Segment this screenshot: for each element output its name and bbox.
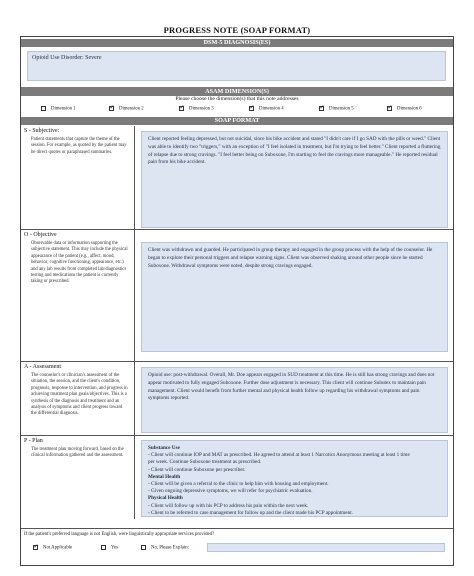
objective-heading: O - Objective (24, 232, 57, 238)
explain-field[interactable] (207, 543, 445, 552)
page-title: PROGRESS NOTE (SOAP FORMAT) (163, 25, 311, 35)
assessment-heading: A - Assessment (24, 364, 62, 370)
asam-header: ASAM DIMENSION(S) (21, 87, 453, 96)
dimension-6-option[interactable]: ✓ Dimension 6 (387, 106, 422, 112)
dsm-diagnosis-value: Opioid Use Disorder: Severe (32, 55, 102, 61)
plan-description: The treatment plan moving forward, based on the clinical information gathered and the assessment. (31, 447, 124, 459)
plan-line: - Client will be given a referral to the clinic to help him with housing and employment. (148, 481, 329, 488)
objective-row (21, 230, 453, 361)
subjective-note-text: Client reported feeling depressed, but not suicidal, since his bike accident and stated "I didn't care if I go SAD with the pills or weed." Client was able to identify two "triggers," with an exception of "I feel isolated in treatment, but I'm trying to feel better." Client reported a fluttering of relapse due to strong cravings. "I feel better being on Suboxone, I'm starting to feel the cravings more manageable." He reported residual pain from his bike accident. (148, 136, 441, 166)
plan-row (21, 436, 453, 519)
objective-label-cell (21, 230, 135, 361)
plan-line: Substance Use (148, 445, 180, 451)
dimension-2-option[interactable]: ✓ Dimension 2 (109, 106, 144, 112)
not-applicable-option[interactable]: ✓Not Applicable (33, 545, 72, 551)
plan-line: - Client will follow up with his PCP to address his pain within the next week. (148, 502, 309, 509)
plan-line: - Client to be referred to case management for follow up and the client made his PCP appointment. (148, 509, 353, 516)
plan-heading: P - Plan (24, 438, 43, 444)
plan-line: Physical Health (148, 495, 183, 502)
dsm-header: DSM-5 DIAGNOSIS(ES) (21, 39, 453, 47)
language-question: If the patient's preferred language is not English, were linguistically appropriate services provided? (24, 532, 215, 537)
dimension-4-checkbox[interactable] (249, 106, 254, 111)
subjective-heading: S - Subjective: (24, 128, 60, 134)
no-explain-checkbox[interactable] (141, 545, 146, 550)
plan-line: - Client will continue IOP and MAT as prescribed. He agreed to attend at least 1 Narcotics Anonymous meeting at least 1 time (148, 452, 410, 459)
assessment-note-field[interactable] (141, 367, 448, 433)
plan-note-field[interactable] (141, 440, 448, 517)
dimension-2-checkbox[interactable] (109, 106, 114, 111)
objective-description: Observable data or information supporting the subjective statement. This may include the physical appearance of the patient (e.g., affect, mood, behavior, cognitive functioning, appearance, etc.) and any lab results from completed lab/diagnostics testing and medications the patient is currently taking or prescribed. (31, 241, 128, 285)
objective-note-field[interactable] (141, 242, 448, 352)
soap-header: SOAP FORMAT (21, 117, 453, 125)
not-applicable-checkbox[interactable] (33, 545, 38, 550)
subjective-note-field[interactable] (141, 131, 448, 228)
dimension-3-option[interactable]: ✓ Dimension 3 (179, 106, 214, 112)
no-explain-option[interactable]: No, Please Explain: (141, 545, 189, 551)
dimension-4-option[interactable]: ✓ Dimension 4 (249, 106, 284, 112)
dimension-5-option[interactable]: ✓ Dimension 5 (319, 106, 354, 112)
dsm-diagnosis-field[interactable] (27, 51, 446, 81)
dimension-3-checkbox[interactable] (179, 106, 184, 111)
yes-checkbox[interactable] (101, 545, 106, 550)
subjective-description: Patient statements that capture the theme of the session. For example, as quoted by the patient may be direct quotes or paraphrased summaries. (31, 137, 127, 155)
plan-label-cell (21, 436, 135, 519)
dimension-6-checkbox[interactable] (387, 106, 392, 111)
plan-line: - Given ongoing depressive symptoms, we will refer for psychiatric evaluation. (148, 488, 313, 495)
yes-option[interactable]: Yes (101, 545, 118, 551)
assessment-note-text: Opioid use: post-withdrawal. Overall, Mr. Doe appears engaged in SUD treatment at this time. He is still has strong cravings and does not appear motivated to fully engaged Suboxone. Further dose adjustment is necessary. This client will continue Subutex to maintain pain management. Client would benefit from further mental and physical health follow up regarding his withdrawal symptoms and pain symptoms reported. (148, 372, 435, 402)
plan-line: - Client will continue Suboxone per prescriber. (148, 466, 246, 473)
divider (21, 528, 453, 529)
dimension-5-checkbox[interactable] (319, 106, 324, 111)
objective-note-text: Client was withdrawn and guarded. He participated in group therapy and engaged in the group process with the help of the counselor. He began to explore their personal triggers and relapse warning signs. Client was observed shaking around other people since he started Suboxone. Withdrawal symptoms were noted, despite strong cravings engaged. (148, 247, 433, 269)
asam-dimensions (21, 105, 453, 115)
asam-instruction: Please choose the dimension(s) that this note addresses (175, 96, 299, 102)
plan-line: per week. Continue Suboxone treatment as prescribed. (148, 459, 262, 466)
dimension-1-checkbox[interactable] (41, 106, 46, 111)
subjective-row (21, 126, 453, 232)
assessment-label-cell (21, 362, 135, 436)
assessment-description: The counselor's or clinician's assessment of the situation, the session, and the client's condition, prognosis, response to intervention, and progress in achieving treatment plan goals/objectives. This is a synthesis of the diagnosis and treatment and an analysis of symptoms and client progress toward the differential diagnosis. (31, 373, 128, 417)
assessment-row (21, 362, 453, 436)
subjective-label-cell (21, 126, 135, 232)
form-table (20, 36, 454, 566)
dimension-1-option[interactable]: Dimension 1 (41, 106, 76, 112)
plan-line: Mental Health (148, 473, 181, 480)
